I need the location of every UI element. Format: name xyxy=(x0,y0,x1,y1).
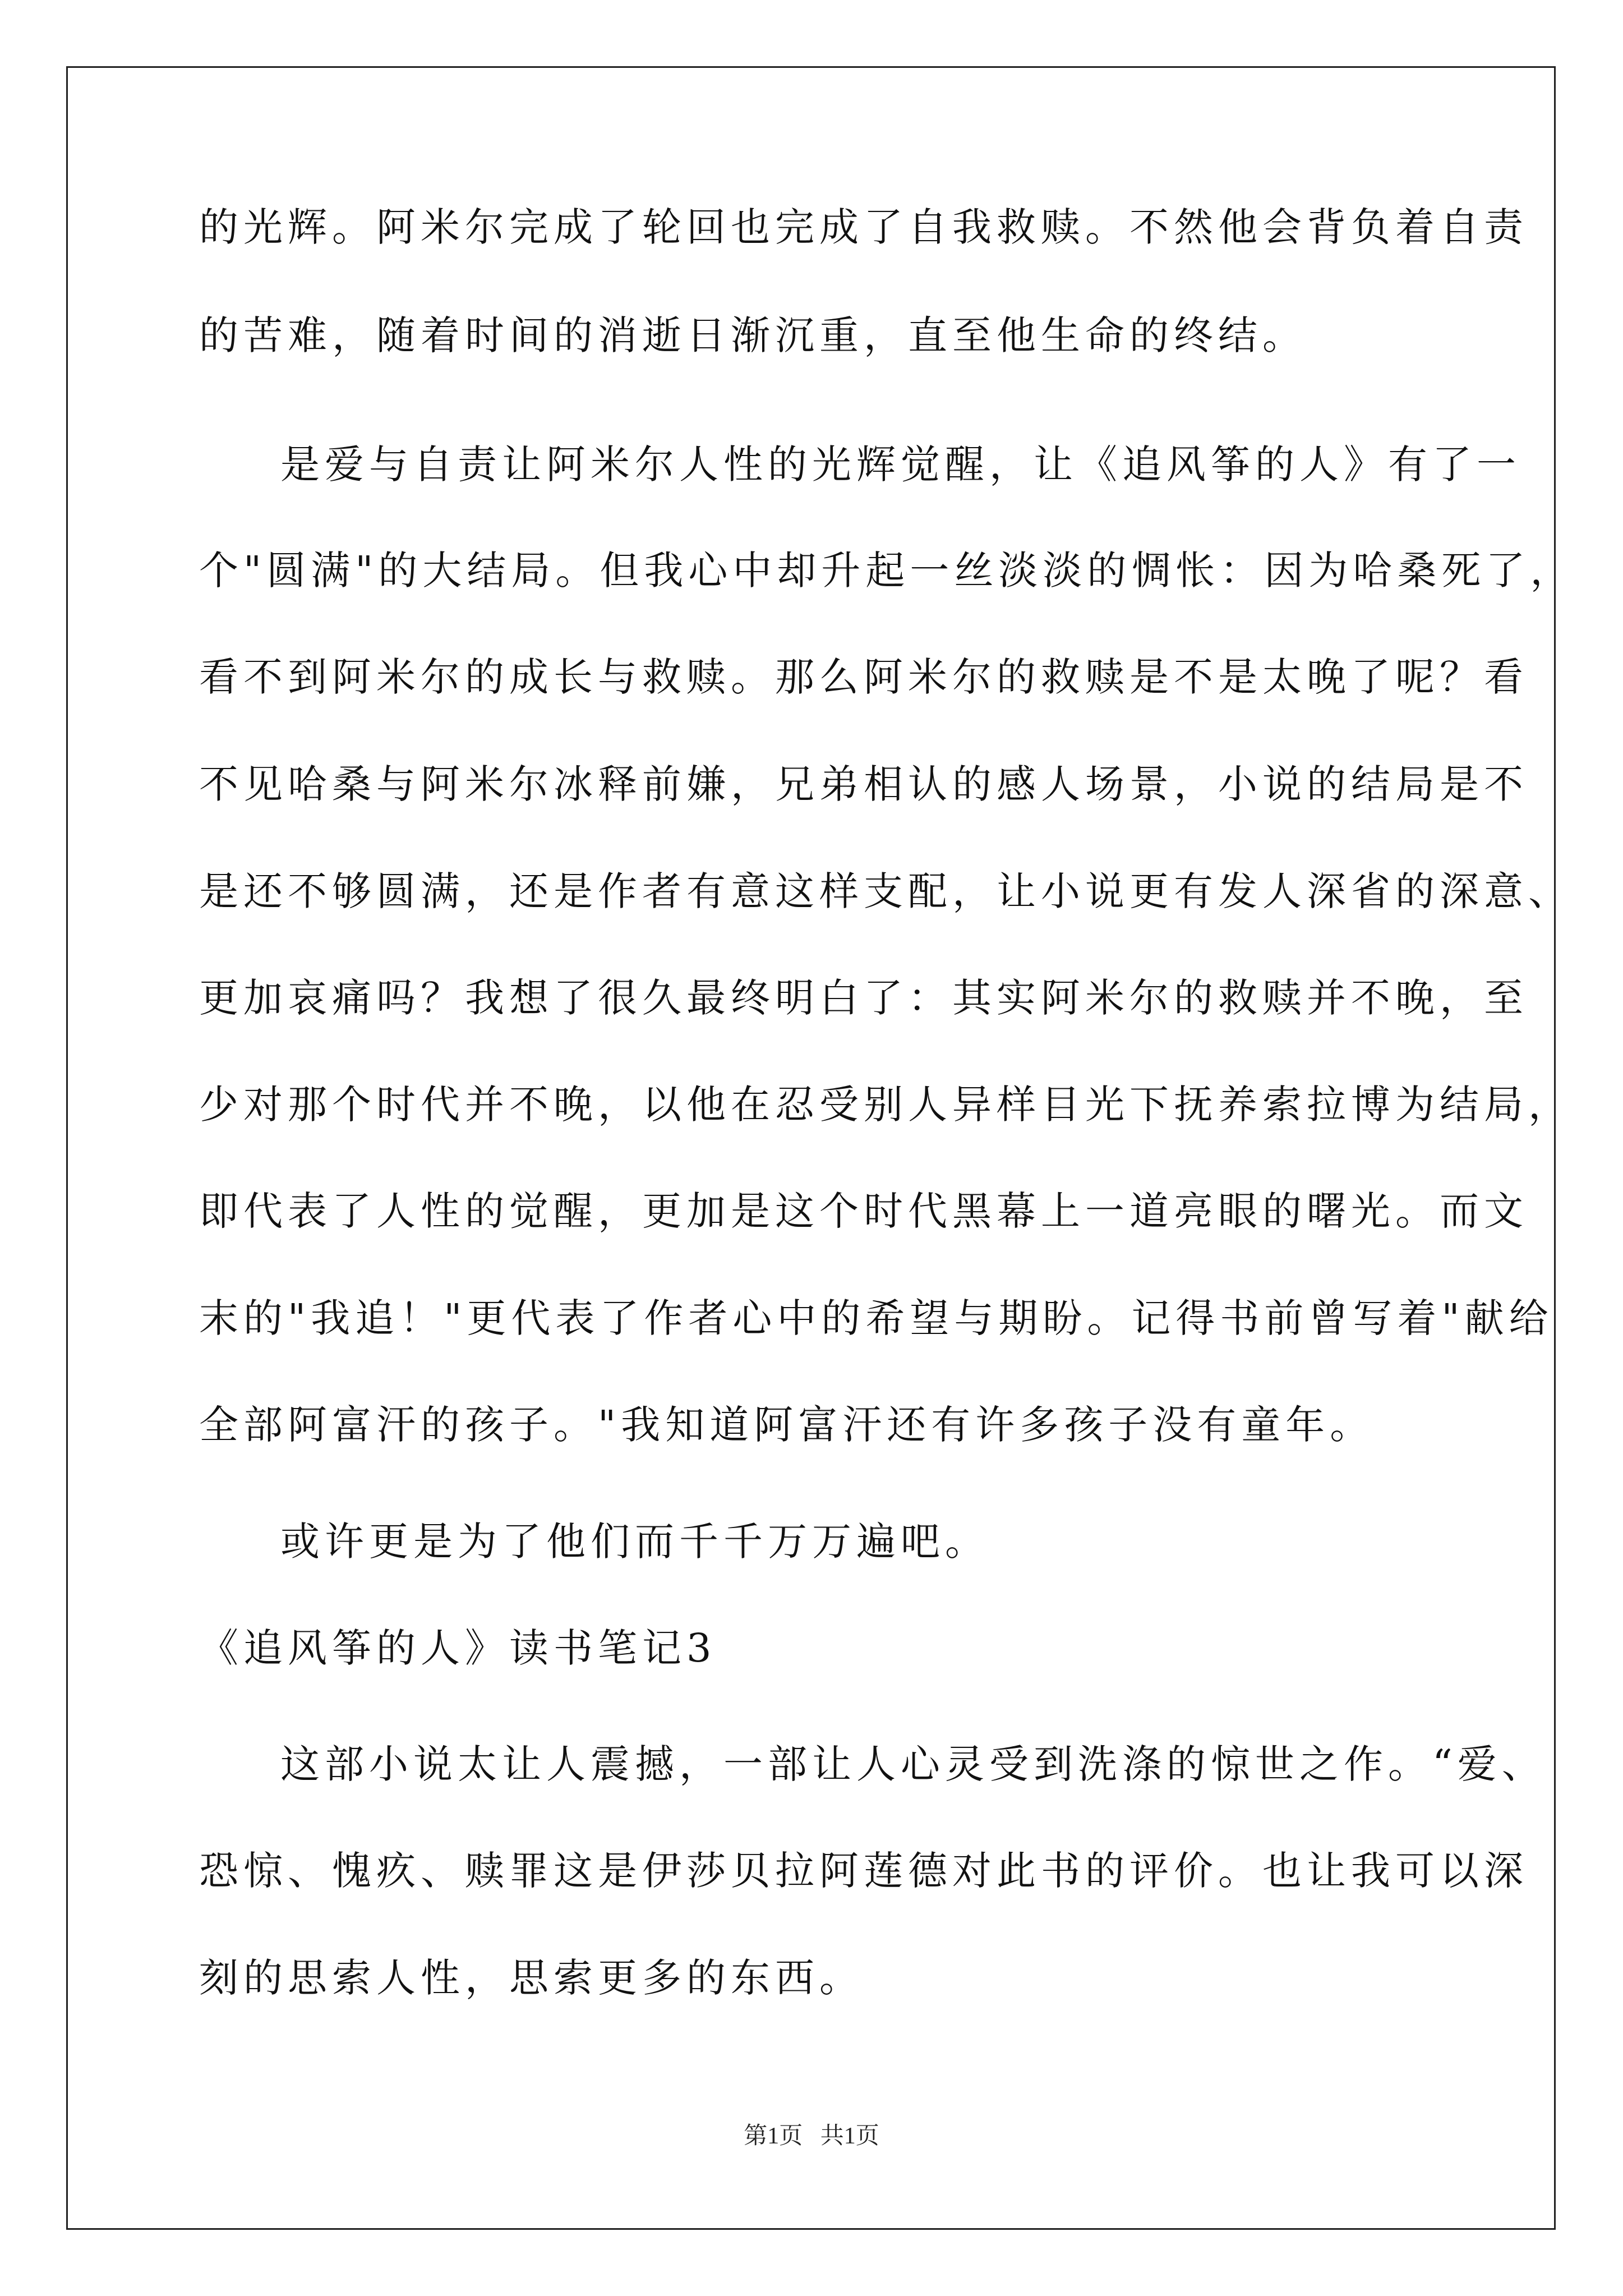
text-line: 恐惊、愧疚、赎罪这是伊莎贝拉阿莲德对此书的评价。也让我可以深 xyxy=(199,1848,1528,1894)
text-line: 不见哈桑与阿米尔冰释前嫌，兄弟相认的感人场景，小说的结局是不 xyxy=(199,761,1528,807)
page-number-footer: 第1页 共1页 xyxy=(744,2123,879,2149)
text-line: 少对那个时代并不晚，以他在忍受别人异样目光下抚养索拉博为结局， xyxy=(199,1082,1573,1128)
text-line: 末的"我追！"更代表了作者心中的希望与期盼。记得书前曾写着"献给 xyxy=(199,1295,1553,1341)
text-line: 的光辉。阿米尔完成了轮回也完成了自我救赎。不然他会背负着自责 xyxy=(199,204,1528,250)
page-border xyxy=(66,66,1556,2230)
paragraph-start-line: 这部小说太让人震撼，一部让人心灵受到洗涤的惊世之作。“爱、 xyxy=(280,1741,1546,1787)
text-line: 全部阿富汗的孩子。"我知道阿富汗还有许多孩子没有童年。 xyxy=(199,1402,1375,1448)
section-heading: 《追风筝的人》读书笔记3 xyxy=(199,1625,717,1671)
text-line: 是还不够圆满，还是作者有意这样支配，让小说更有发人深省的深意、 xyxy=(199,868,1573,914)
text-line: 更加哀痛吗？我想了很久最终明白了：其实阿米尔的救赎并不晚，至 xyxy=(199,975,1528,1021)
text-line: 即代表了人性的觉醒，更加是这个时代黑幕上一道亮眼的曙光。而文 xyxy=(199,1188,1528,1234)
text-line: 看不到阿米尔的成长与救赎。那么阿米尔的救赎是不是太晚了呢？看 xyxy=(199,654,1528,700)
paragraph-start-line: 是爱与自责让阿米尔人性的光辉觉醒，让《追风筝的人》有了一 xyxy=(280,441,1521,487)
paragraph-start-line: 或许更是为了他们而千千万万遍吧。 xyxy=(280,1519,989,1565)
text-line: 的苦难，随着时间的消逝日渐沉重，直至他生命的终结。 xyxy=(199,312,1307,358)
text-line: 刻的思索人性，思索更多的东西。 xyxy=(199,1955,864,2001)
text-line: 个"圆满"的大结局。但我心中却升起一丝淡淡的惆怅：因为哈桑死了， xyxy=(199,547,1575,593)
